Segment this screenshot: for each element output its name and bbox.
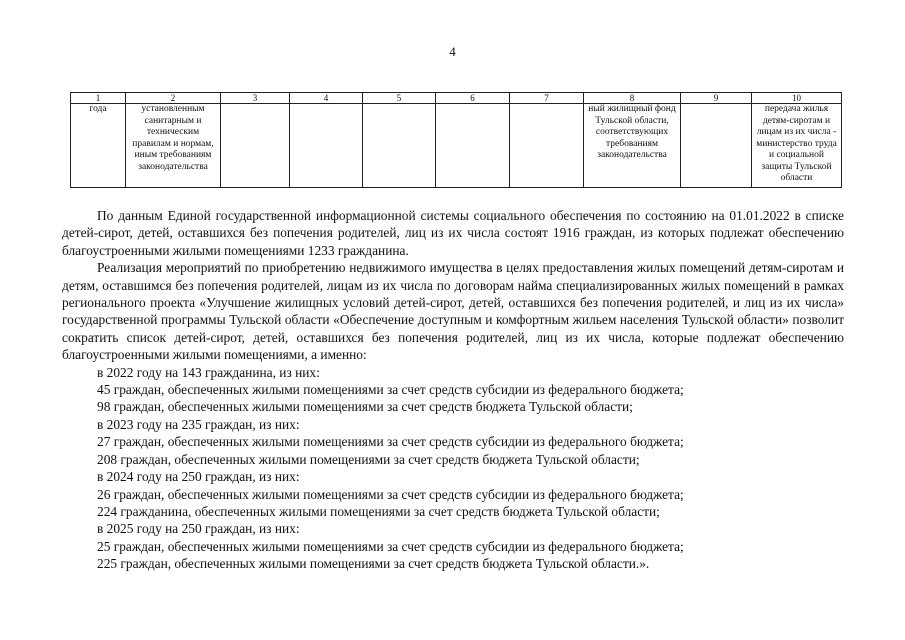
list-item: 224 гражданина, обеспеченных жилыми помещениями за счет средств бюджета Тульской области; (97, 503, 660, 519)
table-cell (290, 104, 363, 188)
document-table (70, 92, 842, 188)
list-item: в 2024 году на 250 граждан, из них: (97, 469, 300, 485)
list-item: 225 граждан, обеспеченных жилыми помещениями за счет средств бюджета Тульской области.». (97, 556, 650, 572)
column-number: 8 (584, 93, 681, 104)
table-cell (436, 104, 510, 188)
list-item: 26 граждан, обеспеченных жилыми помещениями за счет средств субсидии из федерального бюджета; (97, 486, 684, 502)
paragraph: По данным Единой государственной информационной системы социального обеспечения по состоянию на 01.01.2022 в списке детей-сирот, детей, оставшихся без попечения родителей, лиц из их числа состоят 1916 граждан, из которых подлежат обеспечению благоустроенными жилыми помещениями 1233 гражданина. (62, 208, 844, 258)
column-number: 1 (71, 93, 126, 104)
table-cell (221, 104, 290, 188)
list-item: 25 граждан, обеспеченных жилыми помещениями за счет средств субсидии из федерального бюджета; (97, 538, 684, 554)
table-cell (510, 104, 584, 188)
column-number: 7 (510, 93, 584, 104)
list-item: 208 граждан, обеспеченных жилыми помещениями за счет средств бюджета Тульской области; (97, 451, 640, 467)
table-cell (363, 104, 436, 188)
page-number: 4 (449, 44, 456, 59)
column-number: 9 (681, 93, 752, 104)
column-number: 2 (126, 93, 221, 104)
column-number: 5 (363, 93, 436, 104)
table-cell: ный жилищный фонд Тульской области, соответствующих требованиям законодательства (584, 104, 681, 188)
list-item: 27 граждан, обеспеченных жилыми помещениями за счет средств субсидии из федерального бюджета; (97, 434, 684, 450)
column-number: 6 (436, 93, 510, 104)
body-text (62, 207, 844, 573)
list-item: 45 граждан, обеспеченных жилыми помещениями за счет средств субсидии из федерального бюджета; (97, 382, 684, 398)
column-number: 10 (752, 93, 842, 104)
column-number: 4 (290, 93, 363, 104)
list-item: в 2023 году на 235 граждан, из них: (97, 416, 300, 432)
table-header-row (71, 93, 842, 104)
list-item: в 2025 году на 250 граждан, из них: (97, 521, 300, 537)
table-cell (681, 104, 752, 188)
list-item: в 2022 году на 143 гражданина, из них: (97, 364, 320, 380)
table-cell: года (71, 104, 126, 188)
table-row (71, 104, 842, 188)
column-number: 3 (221, 93, 290, 104)
table-cell: установленным санитарным и техническим правилам и нормам, иным требованиям законодательства (126, 104, 221, 188)
list-item: 98 граждан, обеспеченных жилыми помещениями за счет средств бюджета Тульской области; (97, 399, 633, 415)
table-cell: передача жилья детям-сиротам и лицам из их числа - министерство труда и социальной защиты Тульской области (752, 104, 842, 188)
paragraph: Реализация мероприятий по приобретению недвижимого имущества в целях предоставления жилых помещений детям-сиротам и детям, оставшимся без попечения родителей, лицам из их числа по договорам найма специализированных жилых помещений в рамках регионального проекта «Улучшение жилищных условий детей-сирот, детей, оставшихся без попечения родителей, и лиц из их числа» государственной программы Тульской области «Обеспечение доступным и комфортным жильем населения Тульской области» позволит сократить список детей-сирот, детей, оставшихся без попечения родителей, лиц из их числа, которые подлежат обеспечению благоустроенными жилыми помещениями, а именно: (62, 260, 844, 363)
